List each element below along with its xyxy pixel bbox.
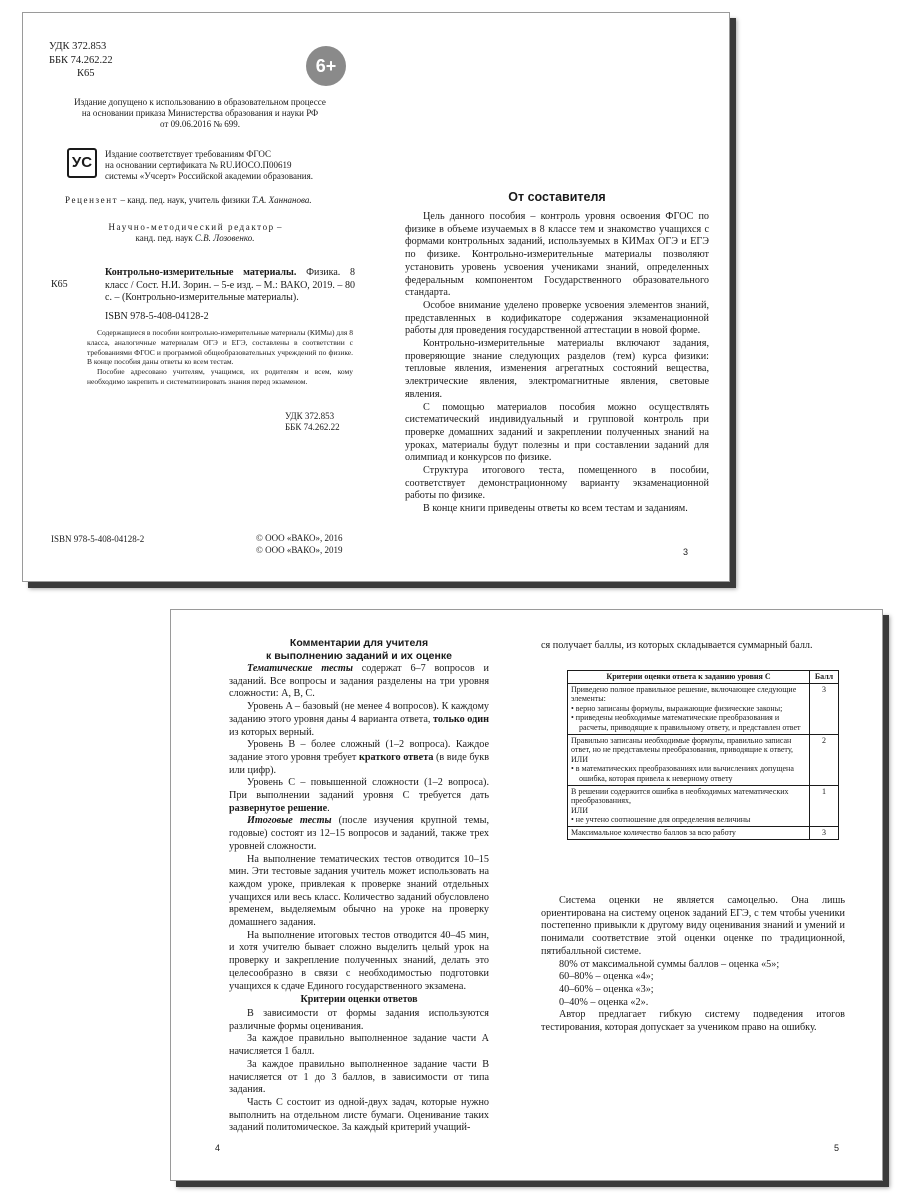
continuation-text <box>541 640 845 653</box>
catalog-code: К65 <box>51 279 68 290</box>
criteria-or: ИЛИ <box>571 754 588 764</box>
copyright-line: © ООО «ВАКО», 2016 <box>256 533 343 543</box>
time-paragraph: На выполнение итоговых тестов отводится 40–45 мин, и хотя учителю бывает сложно выделить целый урок на проверку и закрепление полученных знаний, делать это целесообразно в связи с необходимостью подготовки учащихся к сдаче Единого государственного экзамена. <box>229 929 489 992</box>
author-mark: К65 <box>77 68 95 79</box>
table-row <box>568 826 839 839</box>
foreword-paragraph: Цель данного пособия – контроль уровня освоения ФГОС по физике в объеме изучаемых в 8 классе тем и знакомство учащихся с формами контрольных заданий, используемых в КИМах ОГЭ и ЕГЭ по физике. Контрольно-измерительные материалы позволяют установить уровень усвоения учениками знаний, определенных федеральным компонентом Государственного образовательного стандарта. <box>405 211 709 299</box>
copyright <box>256 533 343 556</box>
spread-pages-2-3 <box>22 12 730 582</box>
level-a-bold: только один <box>432 713 489 725</box>
catalog-entry <box>105 267 355 305</box>
criteria-text: В решении содержится ошибка в необходимых математических преобразованиях, <box>571 786 789 806</box>
criteria-paragraph: За каждое правильно выполненное задание части B начисляется от 1 до 3 баллов, в зависимости от типа задания. <box>229 1058 489 1096</box>
table-row <box>568 785 839 826</box>
foreword-body <box>405 211 709 516</box>
certificate-notice <box>105 149 365 182</box>
level-c-end: . <box>327 802 330 814</box>
author-paragraph: Автор предлагает гибкую систему подведения итогов тестирования, которая допускает за учеником право на ошибку. <box>541 1009 845 1034</box>
thematic-label: Тематические тесты <box>247 663 353 674</box>
level-a-end: из которых верный. <box>229 726 315 738</box>
criteria-cell <box>568 734 810 785</box>
thematic-tests-paragraph <box>229 663 489 701</box>
reviewer-name: Т.А. Ханнанова. <box>251 195 312 205</box>
isbn: ISBN 978-5-408-04128-2 <box>105 311 209 322</box>
grade-line: 60–80% – оценка «4»; <box>559 971 654 983</box>
system-paragraph: Система оценки не является самоцелью. Она лишь ориентирована на систему оценок заданий ЕГЭ, с тем чтобы ученики постепенно привыкли к другому виду оценивания знаний и умений и понимали соответствие этой оценки оценке по традиционной, пятибалльной системе. <box>541 895 845 957</box>
foreword-paragraph: Особое внимание уделено проверке усвоения элементов знаний, представленных в кодификаторе содержания экзаменационной работы для проведения государственной аттестации в новой форме. <box>405 299 709 337</box>
header-score: Балл <box>810 671 839 684</box>
cert-line: системы «Учсерт» Российской академии образования. <box>105 171 313 181</box>
level-a-paragraph <box>229 701 489 739</box>
annotation-paragraph: Содержащиеся в пособии контрольно-измерительные материалы (КИМы) для 8 класса, аналогичные материалам ОГЭ и ЕГЭ, составлены в соответствии с требованиями ФГОС и программой общеобразовательных учреждений по физике. В конце пособия даны ответы ко всем тестам. <box>87 328 353 367</box>
page-number: 4 <box>215 1143 221 1153</box>
page-number: 5 <box>834 1143 840 1153</box>
criteria-bullet: • в математических преобразованиях или вычислениях допущена ошибка, которая привела к неверному ответу <box>571 764 794 783</box>
editor-text: канд. пед. наук <box>135 233 195 243</box>
criteria-text: Правильно записаны необходимые формулы, правильно записан ответ, но не представлены преобразования, приводящие к ответу, <box>571 735 794 755</box>
score-cell: 1 <box>810 785 839 826</box>
criteria-bullet: • верно записаны формулы, выражающие физические законы; <box>571 703 783 713</box>
approval-notice <box>65 97 335 130</box>
bbk-line: ББК 74.262.22 <box>285 422 340 432</box>
heading-line: Комментарии для учителя <box>289 637 429 649</box>
editor-label: Научно-методический редактор <box>108 222 275 232</box>
cert-line: Издание соответствует требованиям ФГОС <box>105 149 271 159</box>
criteria-subheading: Критерии оценки ответов <box>300 994 418 1006</box>
annotation <box>87 328 353 387</box>
foreword-paragraph: Структура итогового теста, помещенного в пособии, соответствует демонстрационному варианту экзаменационной работы по физике. <box>405 465 709 502</box>
level-c-bold: развернутое решение <box>229 802 328 814</box>
continuation-paragraph: ся получает баллы, из которых складывается суммарный балл. <box>541 640 813 651</box>
level-b-bold: краткого ответа <box>358 751 434 763</box>
criteria-table <box>567 670 839 840</box>
approval-line: от 09.06.2016 № 699. <box>160 119 240 129</box>
score-cell: 2 <box>810 734 839 785</box>
criteria-cell <box>568 785 810 826</box>
udk-line: УДК 372.853 <box>285 411 335 421</box>
editor-dash: – <box>274 222 282 232</box>
foreword-heading: От составителя <box>508 190 606 204</box>
copyright-line: © ООО «ВАКО», 2019 <box>256 544 343 555</box>
catalog-text: Физика. 8 класс / Сост. Н.И. Зорин. – 5-е изд. – М.: ВАКО, 2019. – 80 с. – (Контрольно-измерительные материалы). <box>105 267 356 303</box>
level-c-text: Уровень C – повышенной сложности (1–2 вопроса). При выполнении заданий уровня C требуется дать <box>229 777 489 802</box>
criteria-bullet: • приведены необходимые математические преобразования и расчеты, приводящие к правильному ответу, и представлен ответ <box>571 713 801 732</box>
uchsert-logo: УС <box>67 148 97 178</box>
spread-pages-4-5 <box>170 609 883 1181</box>
heading-line: к выполнению заданий и их оценке <box>266 649 452 662</box>
criteria-cell <box>568 683 810 734</box>
cert-line: на основании сертификата № RU.ИОСО.П00619 <box>105 160 292 170</box>
final-text: (после изучения крупной темы, годовые) состоят из 12–15 вопросов и заданий, также трех уровней сложности. <box>229 815 489 852</box>
foreword-paragraph: С помощью материалов пособия можно осуществлять систематический индивидуальный и групповой контроль при проверке домашних заданий и закреплении полученных знаний на уроках, материалы будут полезны и при составлении заданий для олимпиад и конкурсов по физике. <box>405 401 709 464</box>
bbk-line: ББК 74.262.22 <box>49 54 113 66</box>
foreword-paragraph: Контрольно-измерительные материалы включают задания, проверяющие знание следующих разделов (тем) курса физики: тепловые явления, изменения агрегатных состояний вещества, электрические явления, электромагнитные явления, световые явления. <box>405 338 709 400</box>
level-b-text: Уровень B – более сложный (1–2 вопроса). Каждое задание этого уровня требует <box>229 739 489 763</box>
editor-block <box>65 222 325 244</box>
approval-line: Издание допущено к использованию в образовательном процессе <box>74 97 326 107</box>
approval-line: на основании приказа Министерства образования и науки РФ <box>81 108 319 118</box>
table-row <box>568 734 839 785</box>
catalog-title: Контрольно-измерительные материалы. <box>105 267 297 278</box>
udk-right-block <box>285 411 340 433</box>
comments-body <box>229 663 489 1135</box>
criteria-paragraph: За каждое правильно выполненное задание части A начисляется 1 балл. <box>229 1033 489 1058</box>
grade-line: 40–60% – оценка «3»; <box>559 983 654 995</box>
header-criteria: Критерии оценки ответа к заданию уровня C <box>568 671 810 684</box>
criteria-or: ИЛИ <box>571 805 588 815</box>
age-rating-badge: 6+ <box>306 46 346 86</box>
comments-heading <box>229 637 489 662</box>
udk-block <box>49 40 113 81</box>
criteria-bullet: • не учтено соотношение для определения величины <box>571 815 751 825</box>
foreword-paragraph: В конце книги приведены ответы ко всем тестам и заданиям. <box>423 503 688 515</box>
time-paragraph: На выполнение тематических тестов отводится 10–15 мин. Эти тестовые задания учитель может использовать на каждом уроке, привлекая к проверке знаний отдельных учащихся или весь класс. Количество заданий обусловлено временем, выделяемым обычно на уроке на проверку домашнего задания. <box>229 853 489 929</box>
level-b-end: (в виде букв или цифр). <box>229 751 490 776</box>
system-body <box>541 895 845 1035</box>
reviewer-line <box>65 195 312 206</box>
isbn-bottom: ISBN 978-5-408-04128-2 <box>51 534 145 544</box>
criteria-text: Приведено полное правильное решение, включающее следующие элементы: <box>571 684 797 704</box>
score-cell: 3 <box>810 826 839 839</box>
final-tests-paragraph <box>229 815 489 853</box>
level-a-text: Уровень A – базовый (не менее 4 вопросов). К каждому заданию этого уровня даны 4 варианта ответа, <box>229 701 489 725</box>
annotation-paragraph: Пособие адресовано учителям, учащимся, их родителям и всем, кому необходимо закрепить и систематизировать знания перед экзаменом. <box>87 367 353 386</box>
level-b-paragraph <box>229 739 489 777</box>
final-label: Итоговые тесты <box>247 815 332 827</box>
page-number: 3 <box>683 547 689 557</box>
grade-line: 0–40% – оценка «2». <box>559 996 649 1008</box>
table-header-row <box>568 671 839 684</box>
level-c-paragraph <box>229 777 489 815</box>
criteria-cell: Максимальное количество баллов за всю работу <box>568 826 810 839</box>
criteria-paragraph: В зависимости от формы задания используются различные формы оценивания. <box>229 1007 489 1032</box>
table-row <box>568 683 839 734</box>
udk-line: УДК 372.853 <box>49 41 107 52</box>
page-imprint <box>23 13 376 581</box>
editor-name: С.В. Лозовенко. <box>194 233 255 243</box>
criteria-paragraph: Часть C состоит из одной-двух задач, которые нужно выполнить на отдельном листе бумаги. Оценивание таких заданий политомическое. За каждый критерий учащий- <box>229 1096 489 1134</box>
thematic-text: содержат 6–7 вопросов и заданий. Все вопросы и задания разделены на три уровня сложности: A, B, C. <box>229 663 489 700</box>
grade-line: 80% от максимальной суммы баллов – оценка «5»; <box>559 958 780 970</box>
reviewer-text: – канд. пед. наук, учитель физики <box>118 195 252 205</box>
score-cell: 3 <box>810 683 839 734</box>
reviewer-label: Рецензент <box>65 195 119 205</box>
